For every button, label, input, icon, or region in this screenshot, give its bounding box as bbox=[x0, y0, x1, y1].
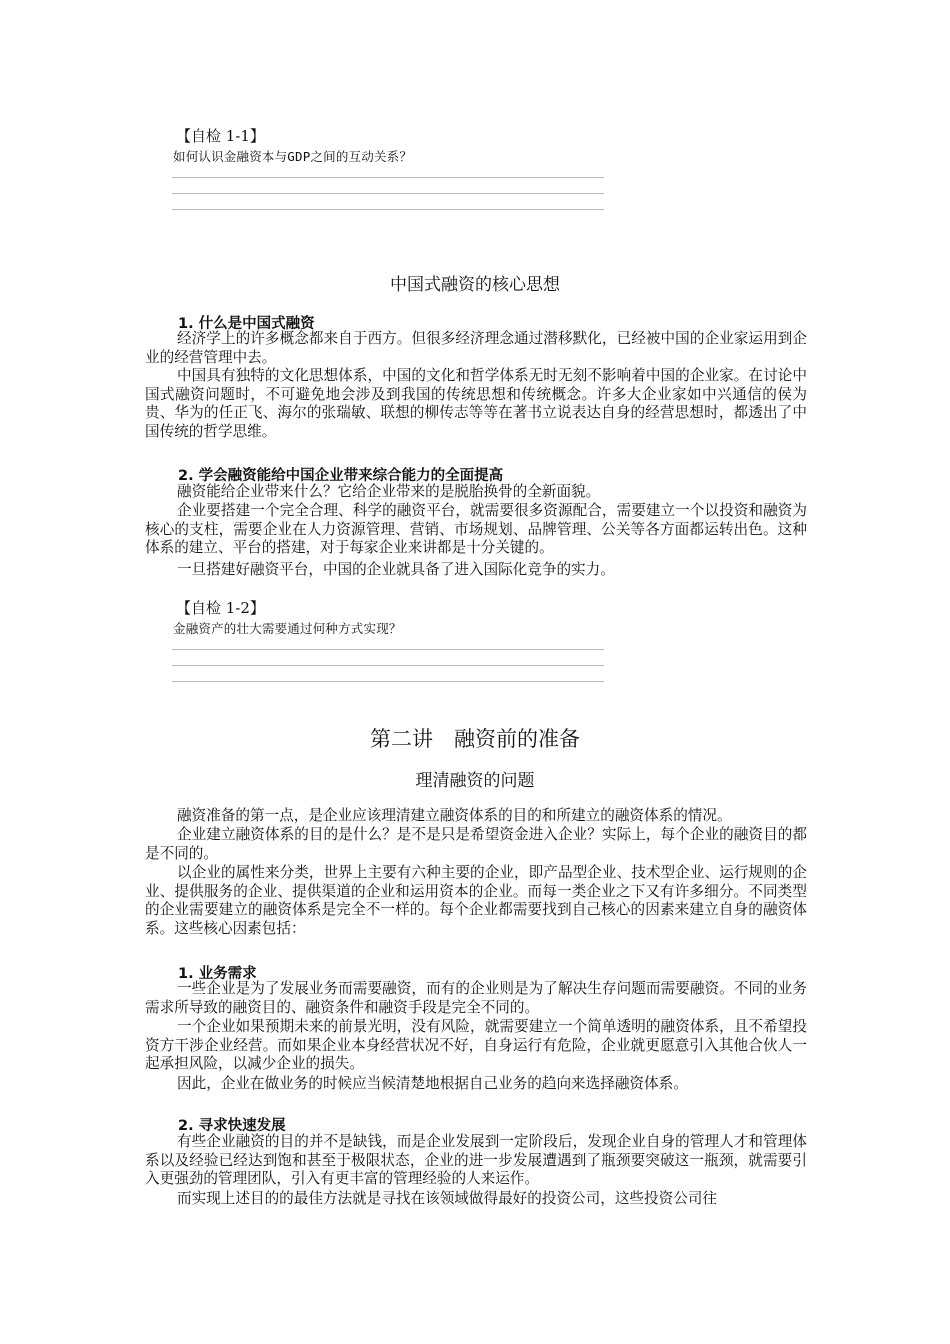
answer-line bbox=[172, 665, 604, 666]
paragraph: 因此，企业在做业务的时候应当候清楚地根据自己业务的趋向来选择融资体系。 bbox=[177, 1075, 688, 1092]
self-check-2-title: 【自检 1-2】 bbox=[176, 599, 265, 617]
answer-line bbox=[172, 209, 604, 210]
paragraph: 有些企业融资的目的并不是缺钱，而是企业发展到一定阶段后，发现企业自身的管理人才和管理体系以及经验已经达到饱和甚至于极限状态，企业的进一步发展遭遇到了瓶颈要突破这一瓶颈，就需要引入更强劲的管理团队，引入有更丰富的管理经验的人来运作。 bbox=[145, 1133, 807, 1187]
self-check-2-question: 金融资产的壮大需要通过何种方式实现？ bbox=[173, 621, 402, 636]
subsection-heading: 1. 业务需求 bbox=[178, 966, 257, 982]
paragraph: 中国具有独特的文化思想体系，中国的文化和哲学体系无时无刻不影响着中国的企业家。在讨论中国式融资问题时，不可避免地会涉及到我国的传统思想和传统概念。许多大企业家如中兴通信的侯为贵、华为的任正飞、海尔的张瑞敏、联想的柳传志等等在著书立说表达自身的经营思想时，都透出了中国传统的哲学思维。 bbox=[145, 367, 807, 440]
paragraph: 企业要搭建一个完全合理、科学的融资平台，就需要很多资源配合，需要建立一个以投资和融资为核心的支柱，需要企业在人力资源管理、营销、市场规划、品牌管理、公关等各方面都运转出色。这种体系的建立、平台的搭建，对于每家企业来讲都是十分关键的。 bbox=[145, 502, 807, 556]
paragraph: 一些企业是为了发展业务而需要融资，而有的企业则是为了解决生存问题而需要融资。不同的业务需求所导致的融资目的、融资条件和融资手段是完全不同的。 bbox=[145, 980, 807, 1016]
paragraph: 经济学上的许多概念都来自于西方。但很多经济理念通过潜移默化，已经被中国的企业家运用到企业的经营管理中去。 bbox=[145, 330, 807, 366]
answer-line bbox=[172, 177, 604, 178]
paragraph: 融资能给企业带来什么？它给企业带来的是脱胎换骨的全新面貌。 bbox=[177, 483, 601, 500]
subsection-heading: 1. 什么是中国式融资 bbox=[178, 316, 315, 332]
self-check-1-title: 【自检 1-1】 bbox=[176, 127, 265, 145]
paragraph: 以企业的属性来分类，世界上主要有六种主要的企业，即产品型企业、技术型企业、运行规则的企业、提供服务的企业、提供渠道的企业和运用资本的企业。而每一类企业之下又有许多细分。不同类型的企业需要建立的融资体系是完全不一样的。每个企业都需要找到自己核心的因素来建立自身的融资体系。这些核心因素包括： bbox=[145, 864, 807, 937]
chapter-title: 第二讲 融资前的准备 bbox=[370, 727, 580, 751]
answer-line bbox=[172, 649, 604, 650]
subsection-heading: 2. 学会融资能给中国企业带来综合能力的全面提高 bbox=[178, 468, 504, 484]
answer-line bbox=[172, 193, 604, 194]
answer-line bbox=[172, 681, 604, 682]
subsection-heading: 2. 寻求快速发展 bbox=[178, 1118, 286, 1134]
paragraph: 企业建立融资体系的目的是什么？是不是只是希望资金进入企业？实际上，每个企业的融资目的都是不同的。 bbox=[145, 826, 807, 862]
paragraph: 一旦搭建好融资平台，中国的企业就具备了进入国际化竞争的实力。 bbox=[177, 561, 615, 578]
paragraph: 而实现上述目的的最佳方法就是寻找在该领域做得最好的投资公司，这些投资公司往 bbox=[177, 1190, 717, 1207]
paragraph: 一个企业如果预期未来的前景光明，没有风险，就需要建立一个简单透明的融资体系，且不希望投资方干涉企业经营。而如果企业本身经营状况不好，自身运行有危险，企业就更愿意引入其他合伙人一起承担风险，以减少企业的损失。 bbox=[145, 1018, 807, 1072]
section-title: 理清融资的问题 bbox=[415, 771, 535, 791]
section-title: 中国式融资的核心思想 bbox=[390, 275, 560, 295]
paragraph: 融资准备的第一点，是企业应该理清建立融资体系的目的和所建立的融资体系的情况。 bbox=[177, 807, 732, 824]
self-check-1-question: 如何认识金融资本与GDP之间的互动关系？ bbox=[173, 149, 413, 164]
